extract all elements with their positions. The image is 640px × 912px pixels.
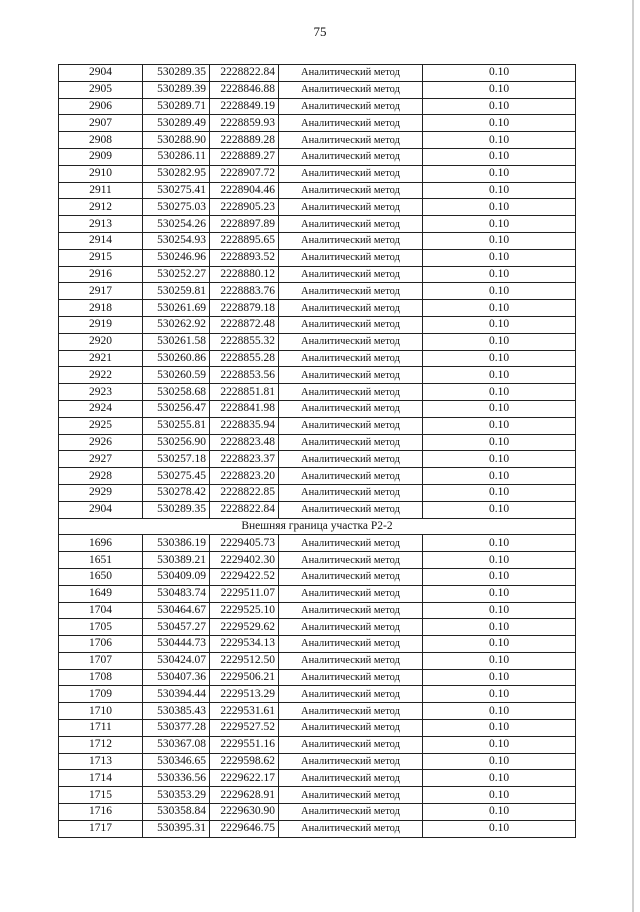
y-coordinate-cell: 2228859.93 — [210, 115, 279, 132]
y-coordinate-cell: 2229402.30 — [210, 552, 279, 569]
table-row — [59, 216, 576, 233]
method-cell: Аналитический метод — [279, 804, 423, 821]
x-coordinate-cell: 530258.68 — [143, 384, 210, 401]
table-row — [59, 619, 576, 636]
method-cell: Аналитический метод — [279, 81, 423, 98]
method-cell: Аналитический метод — [279, 636, 423, 653]
point-number-cell: 1710 — [59, 703, 143, 720]
x-coordinate-cell: 530262.92 — [143, 316, 210, 333]
point-number-cell: 1712 — [59, 736, 143, 753]
y-coordinate-cell: 2229512.50 — [210, 652, 279, 669]
method-cell: Аналитический метод — [279, 753, 423, 770]
x-coordinate-cell: 530275.41 — [143, 182, 210, 199]
method-cell: Аналитический метод — [279, 434, 423, 451]
y-coordinate-cell: 2228822.84 — [210, 65, 279, 82]
method-cell: Аналитический метод — [279, 451, 423, 468]
point-number-cell: 2920 — [59, 333, 143, 350]
table-row — [59, 787, 576, 804]
method-cell: Аналитический метод — [279, 602, 423, 619]
y-coordinate-cell: 2229622.17 — [210, 770, 279, 787]
method-cell: Аналитический метод — [279, 720, 423, 737]
table-row — [59, 568, 576, 585]
point-number-cell: 1650 — [59, 568, 143, 585]
y-coordinate-cell: 2229630.90 — [210, 804, 279, 821]
method-cell: Аналитический метод — [279, 367, 423, 384]
point-number-cell: 2905 — [59, 81, 143, 98]
accuracy-cell: 0.10 — [423, 434, 576, 451]
y-coordinate-cell: 2229628.91 — [210, 787, 279, 804]
y-coordinate-cell: 2229646.75 — [210, 820, 279, 837]
method-cell: Аналитический метод — [279, 535, 423, 552]
method-cell: Аналитический метод — [279, 736, 423, 753]
x-coordinate-cell: 530278.42 — [143, 484, 210, 501]
y-coordinate-cell: 2228823.48 — [210, 434, 279, 451]
table-row — [59, 148, 576, 165]
x-coordinate-cell: 530256.47 — [143, 400, 210, 417]
x-coordinate-cell: 530289.71 — [143, 98, 210, 115]
x-coordinate-cell: 530389.21 — [143, 552, 210, 569]
accuracy-cell: 0.10 — [423, 720, 576, 737]
accuracy-cell: 0.10 — [423, 787, 576, 804]
method-cell: Аналитический метод — [279, 232, 423, 249]
method-cell: Аналитический метод — [279, 820, 423, 837]
x-coordinate-cell: 530256.90 — [143, 434, 210, 451]
x-coordinate-cell: 530464.67 — [143, 602, 210, 619]
y-coordinate-cell: 2228851.81 — [210, 384, 279, 401]
accuracy-cell: 0.10 — [423, 703, 576, 720]
y-coordinate-cell: 2228889.28 — [210, 132, 279, 149]
point-number-cell: 2913 — [59, 216, 143, 233]
point-number-cell: 1715 — [59, 787, 143, 804]
method-cell: Аналитический метод — [279, 770, 423, 787]
y-coordinate-cell: 2229527.52 — [210, 720, 279, 737]
page-number: 75 — [313, 24, 327, 39]
y-coordinate-cell: 2228846.88 — [210, 81, 279, 98]
y-coordinate-cell: 2228841.98 — [210, 400, 279, 417]
x-coordinate-cell: 530409.09 — [143, 568, 210, 585]
x-coordinate-cell: 530353.29 — [143, 787, 210, 804]
accuracy-cell: 0.10 — [423, 484, 576, 501]
x-coordinate-cell: 530424.07 — [143, 652, 210, 669]
method-cell: Аналитический метод — [279, 686, 423, 703]
x-coordinate-cell: 530367.08 — [143, 736, 210, 753]
table-row — [59, 266, 576, 283]
y-coordinate-cell: 2228904.46 — [210, 182, 279, 199]
point-number-cell: 2910 — [59, 165, 143, 182]
x-coordinate-cell: 530289.39 — [143, 81, 210, 98]
y-coordinate-cell: 2228879.18 — [210, 300, 279, 317]
accuracy-cell: 0.10 — [423, 552, 576, 569]
table-row — [59, 232, 576, 249]
table-row — [59, 249, 576, 266]
y-coordinate-cell: 2228897.89 — [210, 216, 279, 233]
x-coordinate-cell: 530457.27 — [143, 619, 210, 636]
accuracy-cell: 0.10 — [423, 451, 576, 468]
y-coordinate-cell: 2228855.32 — [210, 333, 279, 350]
accuracy-cell: 0.10 — [423, 316, 576, 333]
accuracy-cell: 0.10 — [423, 753, 576, 770]
method-cell: Аналитический метод — [279, 652, 423, 669]
point-number-cell: 2929 — [59, 484, 143, 501]
y-coordinate-cell: 2229405.73 — [210, 535, 279, 552]
point-number-cell: 2915 — [59, 249, 143, 266]
y-coordinate-cell: 2229531.61 — [210, 703, 279, 720]
x-coordinate-cell: 530275.45 — [143, 468, 210, 485]
method-cell: Аналитический метод — [279, 501, 423, 518]
accuracy-cell: 0.10 — [423, 770, 576, 787]
accuracy-cell: 0.10 — [423, 804, 576, 821]
table-row — [59, 552, 576, 569]
method-cell: Аналитический метод — [279, 552, 423, 569]
accuracy-cell: 0.10 — [423, 535, 576, 552]
point-number-cell: 2926 — [59, 434, 143, 451]
point-number-cell: 2909 — [59, 148, 143, 165]
table-row — [59, 804, 576, 821]
method-cell: Аналитический метод — [279, 249, 423, 266]
point-number-cell: 1716 — [59, 804, 143, 821]
table-row — [59, 451, 576, 468]
y-coordinate-cell: 2228822.84 — [210, 501, 279, 518]
x-coordinate-cell: 530394.44 — [143, 686, 210, 703]
point-number-cell: 2904 — [59, 501, 143, 518]
accuracy-cell: 0.10 — [423, 333, 576, 350]
method-cell: Аналитический метод — [279, 182, 423, 199]
point-number-cell: 1696 — [59, 535, 143, 552]
point-number-cell: 1708 — [59, 669, 143, 686]
method-cell: Аналитический метод — [279, 300, 423, 317]
x-coordinate-cell: 530407.36 — [143, 669, 210, 686]
point-number-cell: 1704 — [59, 602, 143, 619]
x-coordinate-cell: 530254.26 — [143, 216, 210, 233]
method-cell: Аналитический метод — [279, 585, 423, 602]
accuracy-cell: 0.10 — [423, 115, 576, 132]
x-coordinate-cell: 530386.19 — [143, 535, 210, 552]
point-number-cell: 1705 — [59, 619, 143, 636]
accuracy-cell: 0.10 — [423, 652, 576, 669]
accuracy-cell: 0.10 — [423, 736, 576, 753]
table-row — [59, 182, 576, 199]
table-row — [59, 400, 576, 417]
x-coordinate-cell: 530254.93 — [143, 232, 210, 249]
section-heading: Внешняя граница участка Р2-2 — [59, 518, 576, 535]
y-coordinate-cell: 2228907.72 — [210, 165, 279, 182]
accuracy-cell: 0.10 — [423, 132, 576, 149]
accuracy-cell: 0.10 — [423, 400, 576, 417]
x-coordinate-cell: 530346.65 — [143, 753, 210, 770]
table-row — [59, 501, 576, 518]
method-cell: Аналитический метод — [279, 384, 423, 401]
table-row — [59, 132, 576, 149]
method-cell: Аналитический метод — [279, 165, 423, 182]
y-coordinate-cell: 2228823.20 — [210, 468, 279, 485]
method-cell: Аналитический метод — [279, 703, 423, 720]
table-row — [59, 736, 576, 753]
table-row — [59, 65, 576, 82]
method-cell: Аналитический метод — [279, 417, 423, 434]
x-coordinate-cell: 530259.81 — [143, 283, 210, 300]
point-number-cell: 2918 — [59, 300, 143, 317]
x-coordinate-cell: 530260.59 — [143, 367, 210, 384]
method-cell: Аналитический метод — [279, 266, 423, 283]
y-coordinate-cell: 2228872.48 — [210, 316, 279, 333]
y-coordinate-cell: 2229534.13 — [210, 636, 279, 653]
table-row — [59, 98, 576, 115]
accuracy-cell: 0.10 — [423, 820, 576, 837]
x-coordinate-cell: 530255.81 — [143, 417, 210, 434]
table-row — [59, 720, 576, 737]
accuracy-cell: 0.10 — [423, 350, 576, 367]
accuracy-cell: 0.10 — [423, 669, 576, 686]
accuracy-cell: 0.10 — [423, 585, 576, 602]
y-coordinate-cell: 2229506.21 — [210, 669, 279, 686]
x-coordinate-cell: 530275.03 — [143, 199, 210, 216]
method-cell: Аналитический метод — [279, 148, 423, 165]
x-coordinate-cell: 530385.43 — [143, 703, 210, 720]
accuracy-cell: 0.10 — [423, 367, 576, 384]
method-cell: Аналитический метод — [279, 669, 423, 686]
point-number-cell: 2919 — [59, 316, 143, 333]
method-cell: Аналитический метод — [279, 350, 423, 367]
x-coordinate-cell: 530289.49 — [143, 115, 210, 132]
point-number-cell: 1709 — [59, 686, 143, 703]
coordinates-table-wrapper — [58, 64, 576, 838]
y-coordinate-cell: 2228883.76 — [210, 283, 279, 300]
accuracy-cell: 0.10 — [423, 283, 576, 300]
y-coordinate-cell: 2229513.29 — [210, 686, 279, 703]
point-number-cell: 2921 — [59, 350, 143, 367]
point-number-cell: 2912 — [59, 199, 143, 216]
point-number-cell: 2924 — [59, 400, 143, 417]
coordinates-table — [58, 64, 576, 838]
table-row — [59, 636, 576, 653]
scan-edge-line — [632, 0, 634, 912]
x-coordinate-cell: 530286.11 — [143, 148, 210, 165]
table-row — [59, 350, 576, 367]
table-row — [59, 669, 576, 686]
accuracy-cell: 0.10 — [423, 266, 576, 283]
y-coordinate-cell: 2228905.23 — [210, 199, 279, 216]
method-cell: Аналитический метод — [279, 333, 423, 350]
point-number-cell: 2907 — [59, 115, 143, 132]
accuracy-cell: 0.10 — [423, 568, 576, 585]
point-number-cell: 2908 — [59, 132, 143, 149]
table-row — [59, 484, 576, 501]
x-coordinate-cell: 530289.35 — [143, 501, 210, 518]
point-number-cell: 2922 — [59, 367, 143, 384]
method-cell: Аналитический метод — [279, 283, 423, 300]
x-coordinate-cell: 530358.84 — [143, 804, 210, 821]
method-cell: Аналитический метод — [279, 484, 423, 501]
accuracy-cell: 0.10 — [423, 165, 576, 182]
y-coordinate-cell: 2228889.27 — [210, 148, 279, 165]
table-row — [59, 367, 576, 384]
table-row — [59, 115, 576, 132]
accuracy-cell: 0.10 — [423, 417, 576, 434]
point-number-cell: 2911 — [59, 182, 143, 199]
table-row — [59, 585, 576, 602]
point-number-cell: 1717 — [59, 820, 143, 837]
y-coordinate-cell: 2228893.52 — [210, 249, 279, 266]
accuracy-cell: 0.10 — [423, 619, 576, 636]
accuracy-cell: 0.10 — [423, 468, 576, 485]
point-number-cell: 1714 — [59, 770, 143, 787]
method-cell: Аналитический метод — [279, 216, 423, 233]
x-coordinate-cell: 530289.35 — [143, 65, 210, 82]
method-cell: Аналитический метод — [279, 400, 423, 417]
table-row — [59, 283, 576, 300]
accuracy-cell: 0.10 — [423, 300, 576, 317]
y-coordinate-cell: 2229529.62 — [210, 619, 279, 636]
method-cell: Аналитический метод — [279, 65, 423, 82]
x-coordinate-cell: 530252.27 — [143, 266, 210, 283]
point-number-cell: 1713 — [59, 753, 143, 770]
accuracy-cell: 0.10 — [423, 199, 576, 216]
accuracy-cell: 0.10 — [423, 249, 576, 266]
point-number-cell: 1707 — [59, 652, 143, 669]
y-coordinate-cell: 2228822.85 — [210, 484, 279, 501]
table-row — [59, 652, 576, 669]
table-row — [59, 770, 576, 787]
x-coordinate-cell: 530261.69 — [143, 300, 210, 317]
table-row — [59, 686, 576, 703]
point-number-cell: 2906 — [59, 98, 143, 115]
point-number-cell: 1711 — [59, 720, 143, 737]
method-cell: Аналитический метод — [279, 619, 423, 636]
y-coordinate-cell: 2228823.37 — [210, 451, 279, 468]
method-cell: Аналитический метод — [279, 787, 423, 804]
table-row — [59, 384, 576, 401]
accuracy-cell: 0.10 — [423, 182, 576, 199]
x-coordinate-cell: 530483.74 — [143, 585, 210, 602]
y-coordinate-cell: 2228853.56 — [210, 367, 279, 384]
table-row — [59, 165, 576, 182]
x-coordinate-cell: 530260.86 — [143, 350, 210, 367]
y-coordinate-cell: 2229551.16 — [210, 736, 279, 753]
y-coordinate-cell: 2228895.65 — [210, 232, 279, 249]
point-number-cell: 2916 — [59, 266, 143, 283]
x-coordinate-cell: 530377.28 — [143, 720, 210, 737]
x-coordinate-cell: 530246.96 — [143, 249, 210, 266]
table-row — [59, 703, 576, 720]
accuracy-cell: 0.10 — [423, 384, 576, 401]
table-row — [59, 316, 576, 333]
method-cell: Аналитический метод — [279, 199, 423, 216]
method-cell: Аналитический метод — [279, 468, 423, 485]
y-coordinate-cell: 2228880.12 — [210, 266, 279, 283]
table-row — [59, 417, 576, 434]
accuracy-cell: 0.10 — [423, 636, 576, 653]
y-coordinate-cell: 2228835.94 — [210, 417, 279, 434]
x-coordinate-cell: 530288.90 — [143, 132, 210, 149]
accuracy-cell: 0.10 — [423, 148, 576, 165]
section-heading-row — [59, 518, 576, 535]
y-coordinate-cell: 2229598.62 — [210, 753, 279, 770]
table-row — [59, 333, 576, 350]
point-number-cell: 1706 — [59, 636, 143, 653]
accuracy-cell: 0.10 — [423, 98, 576, 115]
point-number-cell: 2917 — [59, 283, 143, 300]
point-number-cell: 1649 — [59, 585, 143, 602]
accuracy-cell: 0.10 — [423, 501, 576, 518]
table-row — [59, 468, 576, 485]
accuracy-cell: 0.10 — [423, 686, 576, 703]
table-row — [59, 81, 576, 98]
x-coordinate-cell: 530444.73 — [143, 636, 210, 653]
method-cell: Аналитический метод — [279, 568, 423, 585]
point-number-cell: 2925 — [59, 417, 143, 434]
y-coordinate-cell: 2228855.28 — [210, 350, 279, 367]
table-row — [59, 602, 576, 619]
point-number-cell: 1651 — [59, 552, 143, 569]
x-coordinate-cell: 530257.18 — [143, 451, 210, 468]
table-row — [59, 434, 576, 451]
method-cell: Аналитический метод — [279, 132, 423, 149]
table-row — [59, 535, 576, 552]
method-cell: Аналитический метод — [279, 115, 423, 132]
point-number-cell: 2923 — [59, 384, 143, 401]
y-coordinate-cell: 2229511.07 — [210, 585, 279, 602]
accuracy-cell: 0.10 — [423, 216, 576, 233]
coordinates-table-body — [59, 65, 576, 838]
x-coordinate-cell: 530282.95 — [143, 165, 210, 182]
method-cell: Аналитический метод — [279, 316, 423, 333]
point-number-cell: 2914 — [59, 232, 143, 249]
method-cell: Аналитический метод — [279, 98, 423, 115]
table-row — [59, 753, 576, 770]
accuracy-cell: 0.10 — [423, 81, 576, 98]
accuracy-cell: 0.10 — [423, 65, 576, 82]
point-number-cell: 2904 — [59, 65, 143, 82]
x-coordinate-cell: 530261.58 — [143, 333, 210, 350]
table-row — [59, 199, 576, 216]
table-row — [59, 820, 576, 837]
x-coordinate-cell: 530395.31 — [143, 820, 210, 837]
y-coordinate-cell: 2229422.52 — [210, 568, 279, 585]
y-coordinate-cell: 2228849.19 — [210, 98, 279, 115]
accuracy-cell: 0.10 — [423, 232, 576, 249]
point-number-cell: 2927 — [59, 451, 143, 468]
point-number-cell: 2928 — [59, 468, 143, 485]
y-coordinate-cell: 2229525.10 — [210, 602, 279, 619]
table-row — [59, 300, 576, 317]
x-coordinate-cell: 530336.56 — [143, 770, 210, 787]
accuracy-cell: 0.10 — [423, 602, 576, 619]
